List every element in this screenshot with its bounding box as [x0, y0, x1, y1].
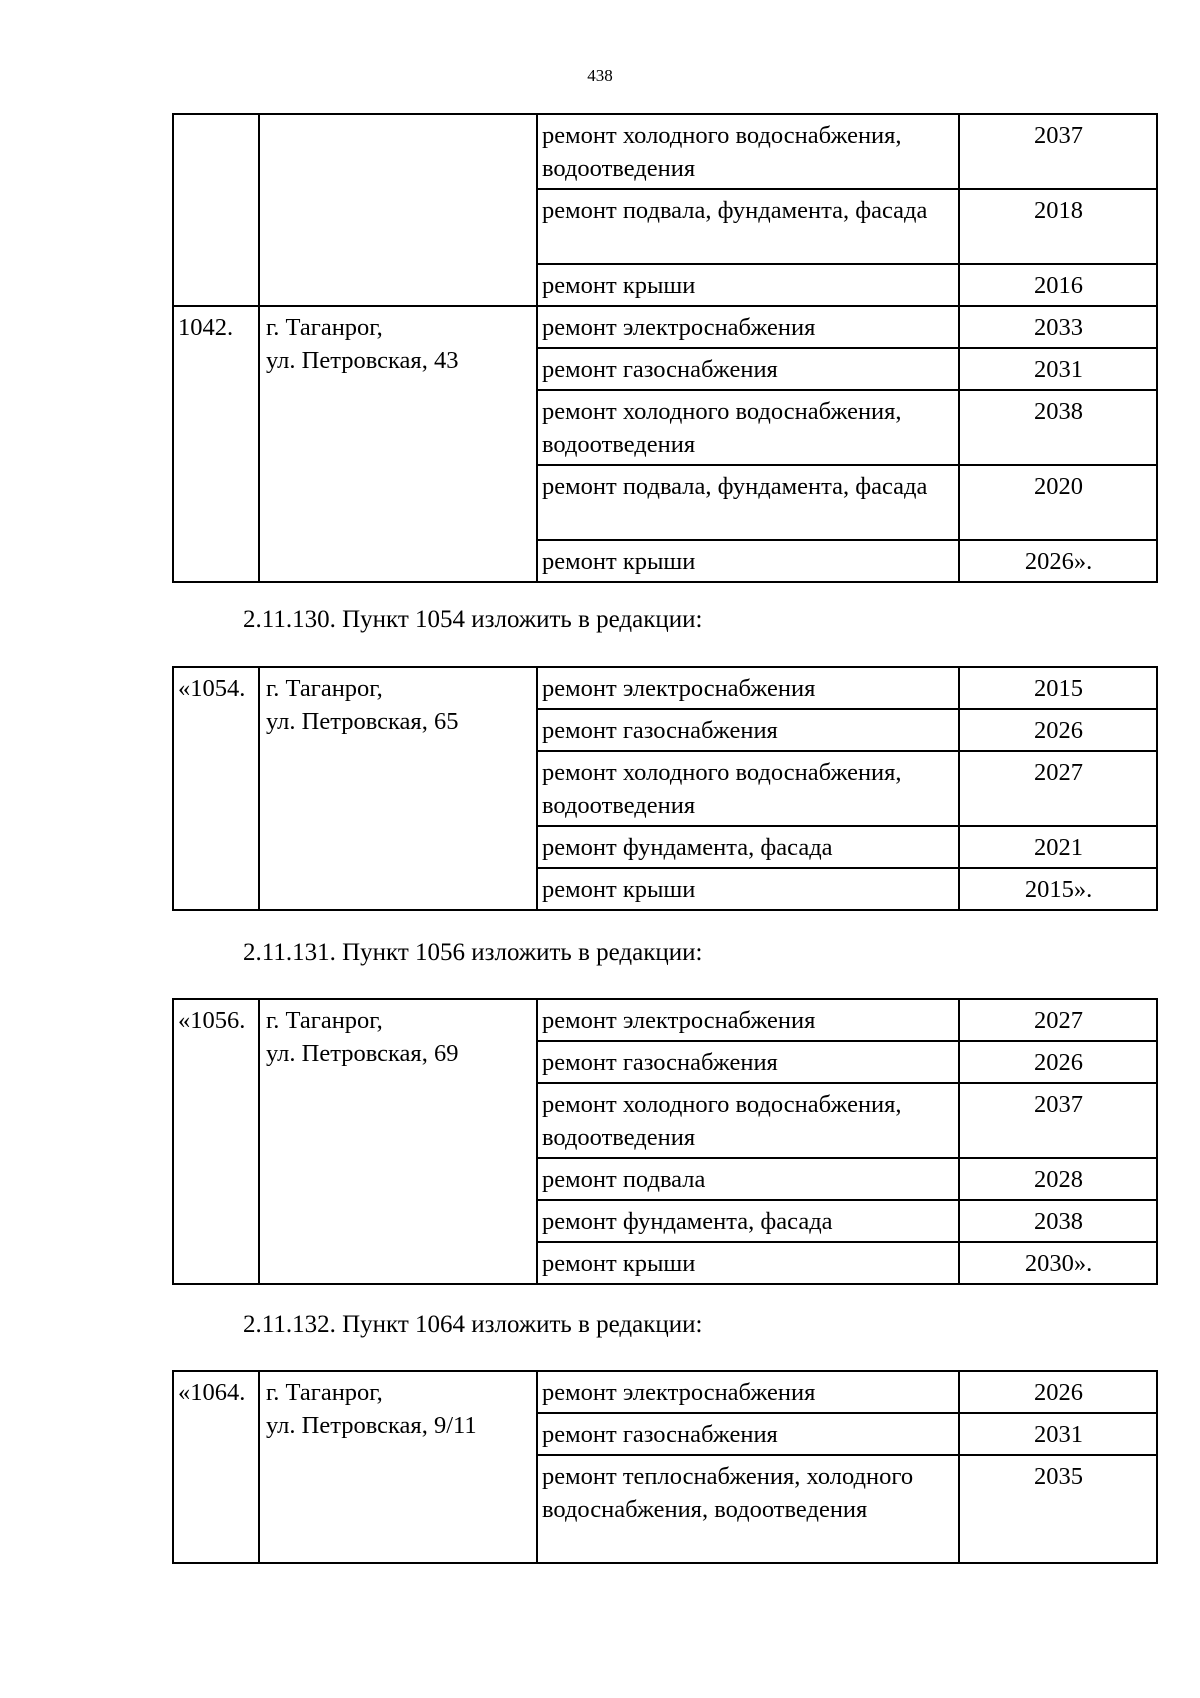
item-number-cell: «1064.	[173, 1371, 259, 1563]
year-cell: 2031	[959, 1413, 1157, 1455]
year-cell: 2026».	[959, 540, 1157, 582]
address-cell	[259, 667, 537, 910]
work-type-cell: ремонт подвала, фундамента, фасада	[537, 465, 959, 540]
work-type-cell: ремонт электроснабжения	[537, 306, 959, 348]
year-cell: 2016	[959, 264, 1157, 306]
year-cell: 2021	[959, 826, 1157, 868]
work-type-cell: ремонт крыши	[537, 1242, 959, 1284]
work-type-cell: ремонт газоснабжения	[537, 348, 959, 390]
address-street: ул. Петровская, 69	[266, 1040, 459, 1067]
year-cell: 2015».	[959, 868, 1157, 910]
year-cell: 2027	[959, 751, 1157, 826]
year-cell: 2026	[959, 1371, 1157, 1413]
amendment-heading: 2.11.131. Пункт 1056 изложить в редакции:	[243, 939, 703, 966]
table-block-1054	[172, 666, 1156, 911]
year-cell: 2033	[959, 306, 1157, 348]
work-type-cell: ремонт холодного водоснабжения, водоотведения	[537, 390, 959, 465]
work-type-cell: ремонт крыши	[537, 540, 959, 582]
year-cell: 2030».	[959, 1242, 1157, 1284]
table-row	[173, 999, 1157, 1041]
work-type-cell: ремонт подвала	[537, 1158, 959, 1200]
work-type-cell: ремонт подвала, фундамента, фасада	[537, 189, 959, 264]
table-row	[173, 1371, 1157, 1413]
work-type-cell: ремонт электроснабжения	[537, 667, 959, 709]
address-cell	[259, 114, 537, 306]
work-type-cell: ремонт газоснабжения	[537, 709, 959, 751]
amendment-heading: 2.11.132. Пункт 1064 изложить в редакции:	[243, 1311, 703, 1338]
repair-schedule-table	[172, 113, 1158, 583]
item-number-cell: «1056.	[173, 999, 259, 1284]
address-city: г. Таганрог,	[266, 314, 383, 341]
work-type-cell: ремонт фундамента, фасада	[537, 826, 959, 868]
address-street: ул. Петровская, 65	[266, 708, 459, 735]
year-cell: 2026	[959, 1041, 1157, 1083]
year-cell: 2035	[959, 1455, 1157, 1563]
year-cell: 2037	[959, 1083, 1157, 1158]
year-cell: 2015	[959, 667, 1157, 709]
year-cell: 2028	[959, 1158, 1157, 1200]
table-row	[173, 306, 1157, 348]
address-city: г. Таганрог,	[266, 675, 383, 702]
work-type-cell: ремонт холодного водоснабжения, водоотведения	[537, 114, 959, 189]
year-cell: 2020	[959, 465, 1157, 540]
work-type-cell: ремонт электроснабжения	[537, 1371, 959, 1413]
address-cell	[259, 1371, 537, 1563]
work-type-cell: ремонт холодного водоснабжения, водоотведения	[537, 1083, 959, 1158]
repair-schedule-table	[172, 1370, 1158, 1564]
work-type-cell: ремонт холодного водоснабжения, водоотведения	[537, 751, 959, 826]
work-type-cell: ремонт фундамента, фасада	[537, 1200, 959, 1242]
address-cell	[259, 999, 537, 1284]
address-street: ул. Петровская, 9/11	[266, 1412, 477, 1439]
table-row	[173, 667, 1157, 709]
year-cell: 2037	[959, 114, 1157, 189]
year-cell: 2038	[959, 390, 1157, 465]
work-type-cell: ремонт электроснабжения	[537, 999, 959, 1041]
table-block-continuation	[172, 113, 1156, 583]
address-city: г. Таганрог,	[266, 1007, 383, 1034]
item-number-cell: «1054.	[173, 667, 259, 910]
repair-schedule-table	[172, 998, 1158, 1285]
year-cell: 2031	[959, 348, 1157, 390]
item-number-cell: 1042.	[173, 306, 259, 582]
table-block-1056	[172, 998, 1156, 1285]
repair-schedule-table	[172, 666, 1158, 911]
year-cell: 2027	[959, 999, 1157, 1041]
work-type-cell: ремонт газоснабжения	[537, 1413, 959, 1455]
work-type-cell: ремонт крыши	[537, 264, 959, 306]
year-cell: 2038	[959, 1200, 1157, 1242]
address-cell	[259, 306, 537, 582]
address-street: ул. Петровская, 43	[266, 347, 459, 374]
page-number: 438	[587, 66, 613, 85]
work-type-cell: ремонт теплоснабжения, холодного водоснабжения, водоотведения	[537, 1455, 959, 1563]
item-number-cell	[173, 114, 259, 306]
address-city: г. Таганрог,	[266, 1379, 383, 1406]
work-type-cell: ремонт газоснабжения	[537, 1041, 959, 1083]
amendment-heading: 2.11.130. Пункт 1054 изложить в редакции:	[243, 606, 703, 633]
year-cell: 2018	[959, 189, 1157, 264]
table-row	[173, 114, 1157, 189]
table-block-1064	[172, 1370, 1156, 1564]
work-type-cell: ремонт крыши	[537, 868, 959, 910]
year-cell: 2026	[959, 709, 1157, 751]
